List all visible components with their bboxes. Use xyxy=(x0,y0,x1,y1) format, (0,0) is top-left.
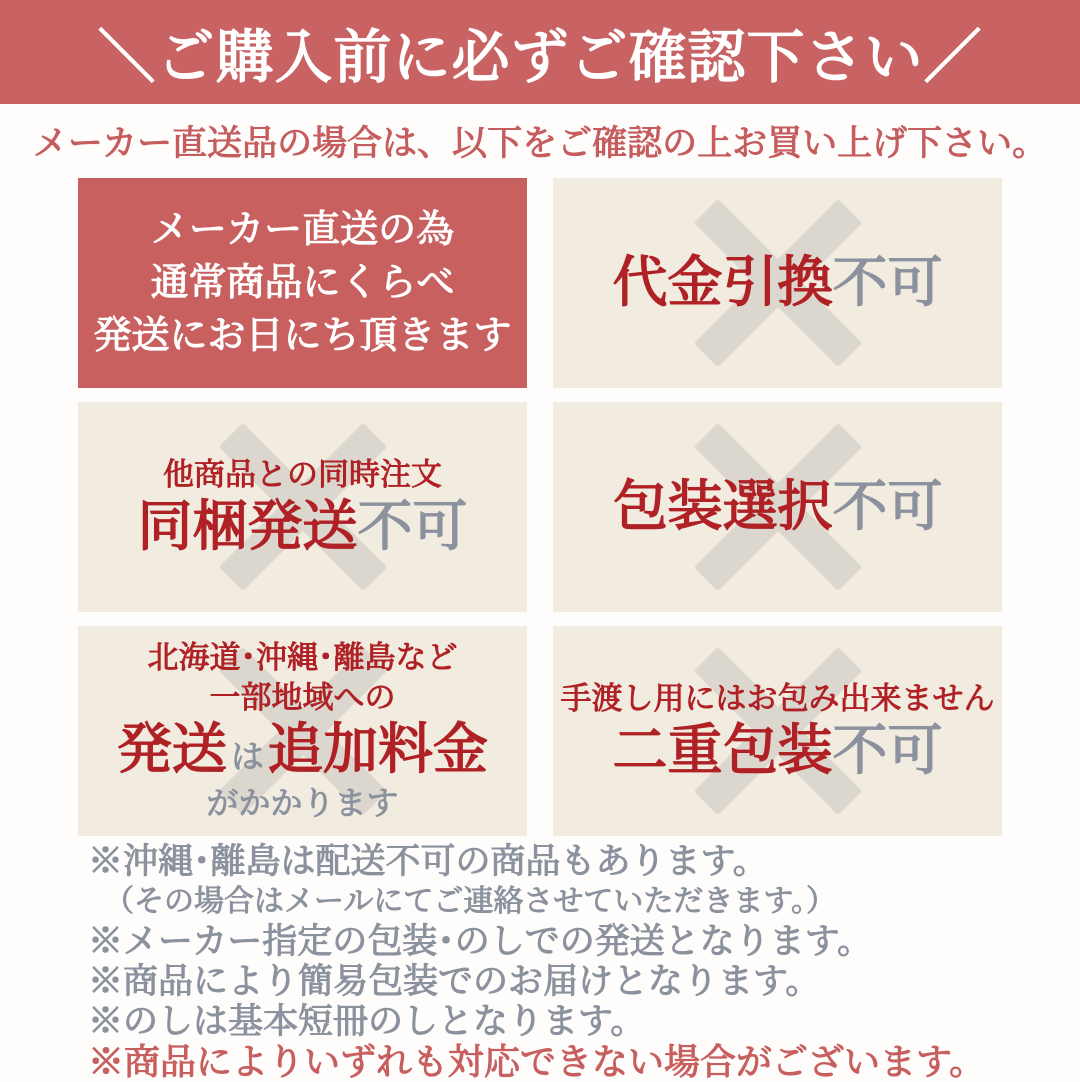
bundle-not-available-label: 不可 xyxy=(357,495,468,558)
card-maker-direct-text xyxy=(93,204,511,363)
remote-area-sub1: 北海道･沖縄･離島など xyxy=(147,640,458,676)
footnote-may-not-support: ※商品によりいずれも対応できない場合がございます。 xyxy=(88,1041,986,1082)
card-remote-area-fee xyxy=(78,626,527,836)
bundle-sub-label: 他商品との同時注文 xyxy=(163,457,442,493)
page-title: ＼ご購入前に必ずご確認下さい／ xyxy=(97,25,983,90)
card-cod-text xyxy=(612,251,942,314)
card-bundle-text xyxy=(137,455,467,558)
double-wrap-sub-label: 手渡し用にはお包み出来ません xyxy=(560,681,995,717)
notice-grid xyxy=(78,178,1002,836)
card-maker-direct-line1: メーカー直送の為 xyxy=(150,208,455,251)
footnote-maker-wrapping: ※メーカー指定の包装･のしでの発送となります。 xyxy=(88,922,873,961)
remote-fee-shipping-label: 発送 xyxy=(116,718,227,781)
double-wrap-not-available-label: 不可 xyxy=(832,719,943,782)
header-banner xyxy=(0,0,1080,104)
card-remote-area-text xyxy=(117,638,488,823)
cod-not-available-label: 不可 xyxy=(832,251,943,314)
wrapping-select-label: 包装選択 xyxy=(612,475,833,538)
remote-fee-particle: は xyxy=(231,738,264,776)
footnote-simple-wrapping: ※商品により簡易包装でのお届けとなります。 xyxy=(88,962,821,1001)
wrapping-select-not-available-label: 不可 xyxy=(832,475,943,538)
card-wrapping-select-text xyxy=(612,475,942,538)
remote-fee-extra-label: 追加料金 xyxy=(268,718,489,781)
card-maker-direct-shipping xyxy=(78,178,527,388)
card-bundle-not-available xyxy=(78,402,527,612)
card-double-wrap-not-available xyxy=(553,626,1002,836)
subtitle: メーカー直送品の場合は、以下をご確認の上お買い上げ下さい。 xyxy=(32,124,1048,163)
footnote-noshi-tanzaku: ※のしは基本短冊のしとなります。 xyxy=(88,1002,646,1041)
footnotes-list xyxy=(88,842,1063,1082)
card-double-wrap-text xyxy=(561,679,995,782)
card-maker-direct-line2: 通常商品にくらべ xyxy=(150,261,455,304)
cod-label: 代金引換 xyxy=(612,251,833,314)
card-wrapping-select-not-available xyxy=(553,402,1002,612)
footnote-email-contact: （その場合はメールにてご連絡させていただきます。） xyxy=(104,885,836,918)
remote-fee-tail: がかかります xyxy=(206,784,399,821)
card-cod-not-available xyxy=(553,178,1002,388)
card-maker-direct-line3: 発送にお日にち頂きます xyxy=(93,314,512,357)
double-wrap-label: 二重包装 xyxy=(612,719,833,782)
footnote-okinawa-no-delivery: ※沖縄･離島は配送不可の商品もあります。 xyxy=(88,842,768,881)
remote-area-sub2: 一部地域への xyxy=(209,680,396,716)
bundle-label: 同梱発送 xyxy=(137,495,358,558)
